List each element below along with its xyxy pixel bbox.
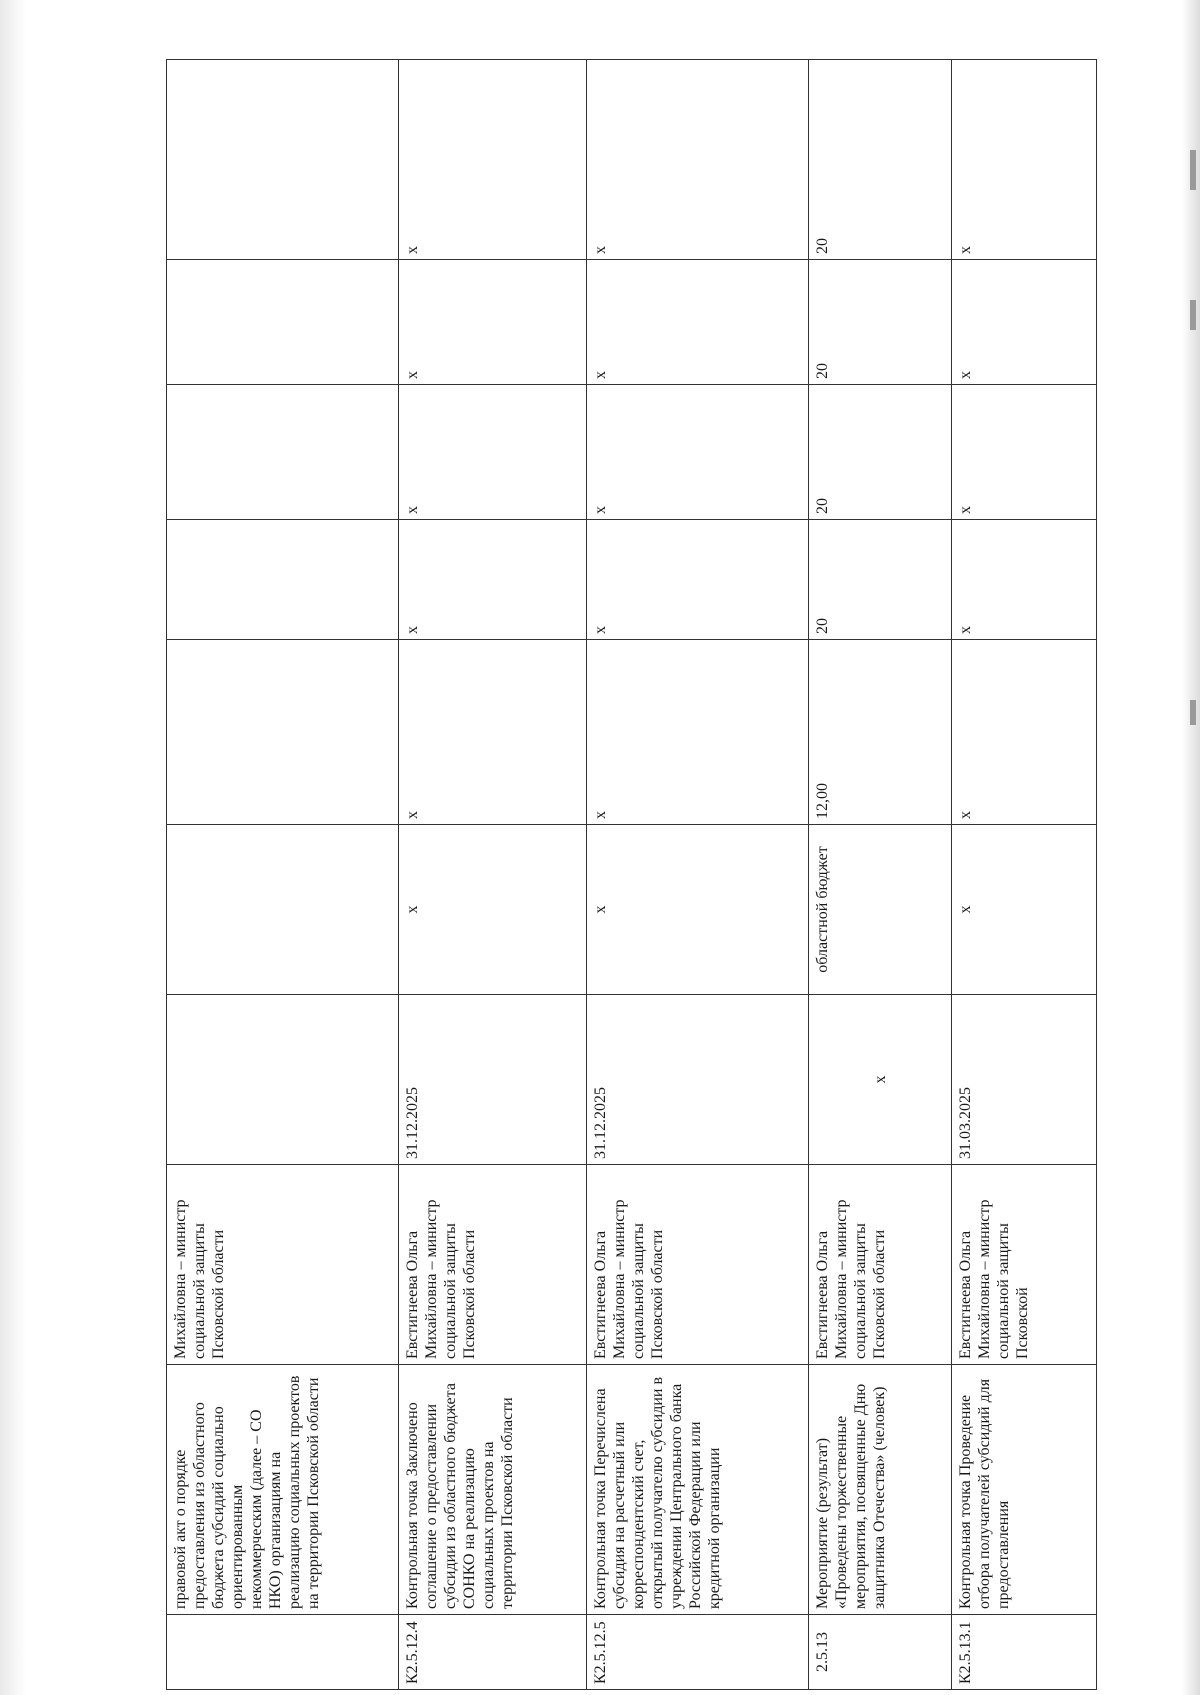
row-value-2: 20	[809, 385, 952, 520]
row-name: Контрольная точка Перечислена субсидия на расчетный или корреспондентский счет, открытый получателю субсидии в учреждении Центрального банка Российской Федерации или кредитной организации	[587, 1365, 809, 1615]
row-name: Контрольная точка Заключено соглашение о предоставлении субсидии из областного бюджета СОНКО на реализацию социальных проектов на территории Псковской области	[399, 1365, 587, 1615]
row-source	[167, 825, 399, 995]
row-name: Контрольная точка Проведение отбора получателей субсидий для предоставления	[952, 1365, 1097, 1615]
row-value-2: х	[587, 385, 809, 520]
table-row	[399, 60, 587, 1690]
row-value-4: х	[952, 60, 1097, 260]
scan-edge-left	[0, 0, 26, 1695]
row-responsible: Евстигнеева Ольга Михайловна – министр социальной защиты Псковской области	[587, 1165, 809, 1365]
row-value-3: х	[399, 260, 587, 385]
row-source: областной бюджет	[809, 825, 952, 995]
row-source: х	[952, 825, 1097, 995]
row-value-1: х	[399, 520, 587, 640]
row-value-4: х	[399, 60, 587, 260]
row-value-1	[167, 520, 399, 640]
row-value-2	[167, 385, 399, 520]
table-row	[167, 60, 399, 1690]
scan-mark	[1190, 700, 1196, 725]
row-value-3: 20	[809, 260, 952, 385]
row-responsible: Евстигнеева Ольга Михайловна – министр социальной защиты Псковской области	[399, 1165, 587, 1365]
row-value-1: х	[587, 520, 809, 640]
row-date	[167, 995, 399, 1165]
row-date: х	[809, 995, 952, 1165]
row-value-1: 20	[809, 520, 952, 640]
row-number: К2.5.12.4	[399, 1615, 587, 1690]
row-responsible: Евстигнеева Ольга Михайловна – министр социальной защиты Псковской области	[809, 1165, 952, 1365]
row-value-2: х	[399, 385, 587, 520]
row-amount: х	[587, 640, 809, 825]
row-value-3: х	[587, 260, 809, 385]
row-number: К2.5.12.5	[587, 1615, 809, 1690]
row-amount	[167, 640, 399, 825]
table-row	[952, 60, 1097, 1690]
table-row	[809, 60, 952, 1690]
row-value-4	[167, 60, 399, 260]
budget-table	[166, 59, 1097, 1690]
scan-edge-right	[1182, 0, 1200, 1695]
rotated-page	[166, 60, 1096, 1690]
row-value-3: х	[952, 260, 1097, 385]
row-value-1: х	[952, 520, 1097, 640]
row-value-2: х	[952, 385, 1097, 520]
row-number: 2.5.13	[809, 1615, 952, 1690]
scan-mark	[1190, 300, 1196, 330]
row-date: 31.12.2025	[587, 995, 809, 1165]
row-responsible: Евстигнеева Ольга Михайловна – министр социальной защиты Псковской	[952, 1165, 1097, 1365]
row-source: х	[399, 825, 587, 995]
row-date: 31.12.2025	[399, 995, 587, 1165]
scan-mark	[1190, 150, 1196, 190]
row-value-4: х	[587, 60, 809, 260]
row-source: х	[587, 825, 809, 995]
row-name: Мероприятие (результат) «Проведены торжественные мероприятия, посвященные Дню защитника Отечества» (человек)	[809, 1365, 952, 1615]
row-name: правовой акт о порядке предоставления из областного бюджета субсидий социально ориентированным некоммерческим (далее – СО НКО) организациям на реализацию социальных проектов на территории Псковской области	[167, 1365, 399, 1615]
row-number	[167, 1615, 399, 1690]
row-amount: 12,00	[809, 640, 952, 825]
row-amount: х	[952, 640, 1097, 825]
row-date: 31.03.2025	[952, 995, 1097, 1165]
row-value-3	[167, 260, 399, 385]
row-amount: х	[399, 640, 587, 825]
row-number: К2.5.13.1	[952, 1615, 1097, 1690]
row-value-4: 20	[809, 60, 952, 260]
row-responsible: Михайловна – министр социальной защиты Псковской области	[167, 1165, 399, 1365]
table-row	[587, 60, 809, 1690]
